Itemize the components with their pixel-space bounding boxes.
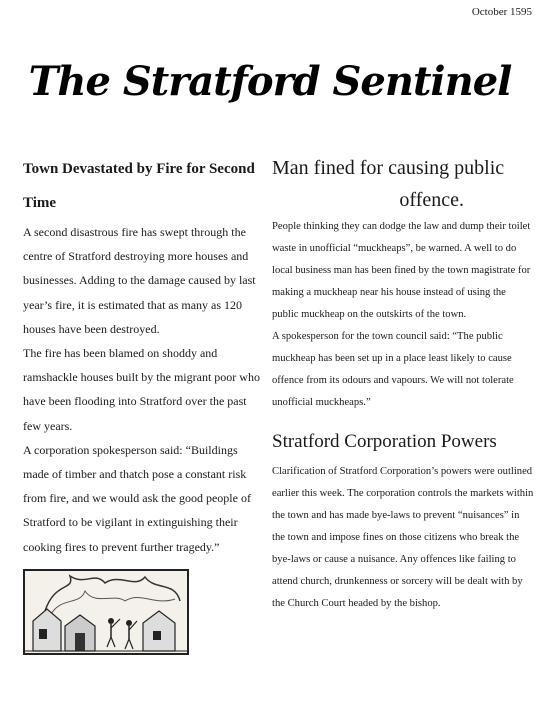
fine-headline-line-2: offence. [399, 189, 464, 211]
powers-paragraph-1: Clarification of Stratford Corporation’s powers were outlined earlier this week. The corporation controls the markets within the town and has made bye-laws to prevent “nuisances” in the town and impose fines on those citizens who break the bye-laws or cause a nuisance. Any offences like failing to attend church, drunkenness or sorcery will be dealt with by the Church Court headed by the bishop. [272, 466, 534, 609]
fire-headline: Town Devastated by Fire for Second Time [23, 161, 255, 211]
fine-paragraph-2: A spokesperson for the town council said: “The public muckheap has been set up in a place least likely to cause offence from its odours and vapours. We will not tolerate unofficial muckheaps.” [272, 331, 514, 408]
newspaper-masthead: The Stratford Sentinel [28, 58, 512, 105]
fire-paragraph-1: A second disastrous fire has swept through the centre of Stratford destroying more houses and businesses. Adding to the damage caused by last year’s fire, it is estimated that as many as 120 houses have been destroyed. [23, 225, 256, 336]
fire-woodcut-image [23, 569, 189, 655]
woodcut-illustration [25, 571, 187, 653]
fire-paragraph-2: The fire has been blamed on shoddy and ramshackle houses built by the migrant poor who have been flooding into Stratford over the past few years. [23, 346, 260, 433]
issue-date: October 1595 [471, 6, 532, 18]
column-right [272, 152, 534, 615]
fine-paragraph-1: People thinking they can dodge the law and dump their toilet waste in unofficial “muckheaps”, be warned. A well to do local business man has been fined by the town magistrate for making a muckheap near his house instead of using the public muckheap on the outskirts of the town. [272, 221, 531, 320]
column-left [23, 152, 261, 655]
powers-headline: Stratford Corporation Powers [272, 431, 497, 452]
powers-section [272, 422, 534, 615]
fine-headline-line-1: Man fined for causing public [272, 157, 505, 179]
fire-paragraph-3: A corporation spokesperson said: “Buildings made of timber and thatch pose a constant risk from fire, and we would ask the good people of Stratford to be vigilant in extinguishing their cooking fires to prevent further tragedy.” [23, 442, 251, 554]
fine-headline [272, 152, 534, 216]
